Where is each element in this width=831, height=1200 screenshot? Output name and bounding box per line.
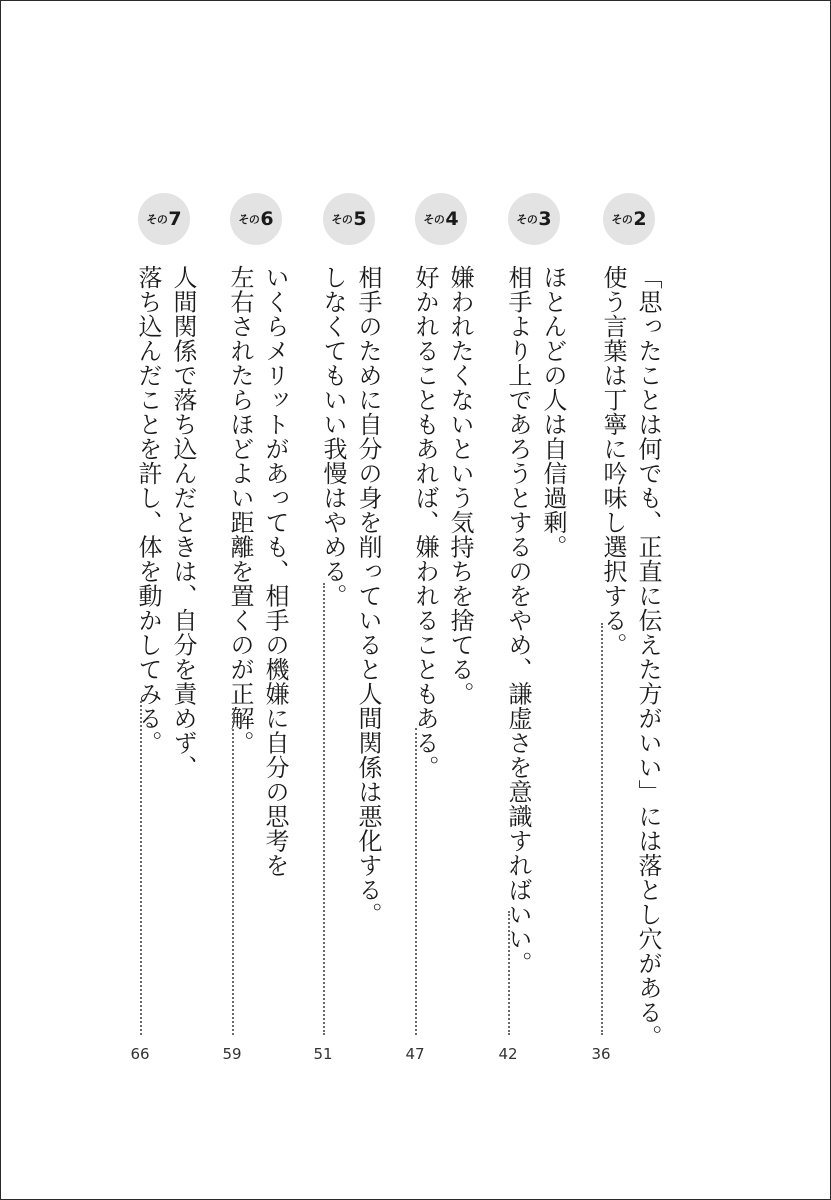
badge-label: その [516,213,538,226]
page-number: 42 [498,1045,518,1063]
entry-title-line: 相手のために自分の身を削っていると人間関係は悪化する。 [354,265,382,927]
dotted-leader [601,623,603,1035]
toc-entry-5[interactable] [299,193,399,1083]
badge-number: 4 [445,208,459,230]
entry-title [500,265,570,1055]
entry-title-line: 使う言葉は丁寧に吟味し選択する。 [599,265,627,657]
entry-title-line: しなくてもいい我慢はやめる。 [319,265,347,608]
entry-title [315,265,385,1055]
entry-title-line: 好かれることもあれば、嫌われることもある。 [411,265,439,780]
dotted-leader [323,583,325,1035]
badge-number: 3 [538,208,552,230]
page-number: 59 [222,1045,242,1063]
badge-label: その [331,213,353,226]
entry-title-line: いくらメリットがあっても、相手の機嫌に自分の思考を [261,265,289,878]
entry-number-badge [138,193,190,245]
page-number: 36 [591,1045,611,1063]
dotted-leader [415,728,417,1035]
badge-number: 6 [260,208,274,230]
toc-entry-6[interactable] [206,193,306,1083]
entry-title-line: 左右されたらほどよい距離を置くのが正解。 [226,265,254,755]
entry-number-badge [415,193,467,245]
toc-entry-2[interactable] [579,193,679,1083]
badge-label: その [238,213,260,226]
entry-number-badge [603,193,655,245]
entry-number-badge [508,193,560,245]
page-number: 51 [313,1045,333,1063]
badge-number: 5 [353,208,367,230]
dotted-leader [232,708,234,1035]
toc-entry-4[interactable] [391,193,491,1083]
entry-title [595,265,665,1055]
entry-title-line: 落ち込んだことを許し、体を動かしてみる。 [134,265,162,755]
dotted-leader [140,701,142,1035]
badge-number: 7 [168,208,182,230]
entry-title-line: 相手より上であろうとするのをやめ、謙虚さを意識すればいい。 [504,265,532,976]
entry-title-line: 「思ったことは何でも、正直に伝えた方がいい」には落とし穴がある。 [634,265,662,1049]
entry-number-badge [230,193,282,245]
toc-entry-3[interactable] [484,193,584,1083]
page-number: 66 [130,1045,150,1063]
entry-title-line: 人間関係で落ち込んだときは、自分を責めず、 [169,265,197,780]
badge-label: その [146,213,168,226]
dotted-leader [508,911,510,1035]
entry-title-line: ほとんどの人は自信過剰。 [539,265,567,559]
entry-number-badge [323,193,375,245]
toc-entry-7[interactable] [114,193,214,1083]
badge-number: 2 [633,208,647,230]
badge-label: その [611,213,633,226]
page-number: 47 [405,1045,425,1063]
badge-label: その [423,213,445,226]
entry-title-line: 嫌われたくないという気持ちを捨てる。 [446,265,474,706]
entry-title [407,265,477,1055]
